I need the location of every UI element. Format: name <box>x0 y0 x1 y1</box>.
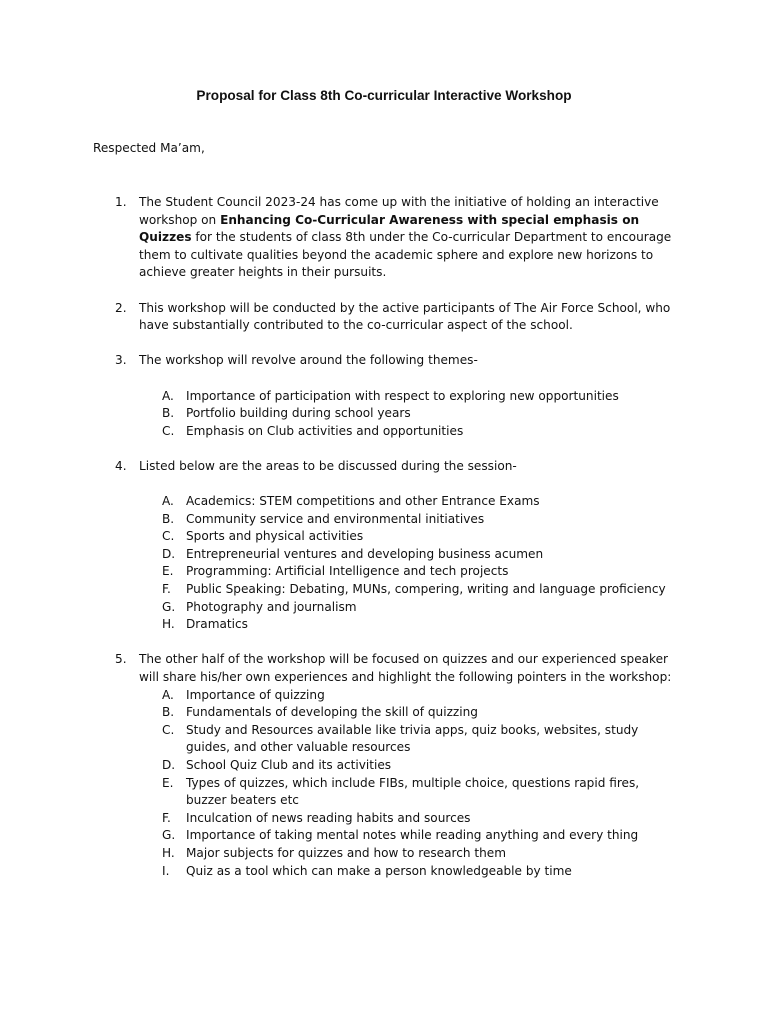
sublist-letter: F. <box>162 582 171 597</box>
sublist-item <box>139 827 683 845</box>
sublist-item <box>139 546 683 564</box>
sublist-text: Dramatics <box>186 617 248 632</box>
list-item <box>93 352 683 440</box>
sublist-letter: A. <box>162 687 174 702</box>
sublist-letter: C. <box>162 423 175 438</box>
themes-sublist <box>139 388 683 441</box>
sublist-letter: G. <box>162 828 176 843</box>
sublist-text: Importance of quizzing <box>186 687 325 702</box>
quiz-pointers-sublist <box>139 687 683 881</box>
sublist-item <box>139 423 683 441</box>
sublist-letter: C. <box>162 529 175 544</box>
sublist-text: Portfolio building during school years <box>186 406 411 421</box>
list-item <box>93 458 683 634</box>
sublist-item <box>139 687 683 705</box>
sublist-text: Sports and physical activities <box>186 529 364 544</box>
sublist-text: Emphasis on Club activities and opportunities <box>186 423 464 438</box>
areas-sublist <box>139 493 683 634</box>
sublist-letter: H. <box>162 845 175 860</box>
sublist-letter: B. <box>162 511 175 526</box>
sublist-text: Study and Resources available like trivia apps, quiz books, websites, study guides, and other valuable resources <box>186 722 639 755</box>
sublist-letter: E. <box>162 564 174 579</box>
sublist-letter: D. <box>162 758 176 772</box>
sublist-text: Entrepreneurial ventures and developing business acumen <box>186 546 544 561</box>
item-number: 3. <box>115 353 127 368</box>
sublist-letter: E. <box>162 775 174 790</box>
item-text-start: The Student Council 2023-24 has come up with the initiative of holding an interactive workshop on <box>139 195 659 227</box>
item-text <box>139 195 671 279</box>
item-number: 4. <box>115 458 127 473</box>
sublist-letter: B. <box>162 406 175 421</box>
sublist-item <box>139 528 683 546</box>
workshop-topic-bold: Enhancing Co-Curricular Awareness with special emphasis on Quizzes <box>139 212 640 245</box>
sublist-letter: D. <box>162 546 176 561</box>
sublist-letter: A. <box>162 388 174 403</box>
sublist-text: Fundamentals of developing the skill of quizzing <box>186 705 478 720</box>
sublist-text: Types of quizzes, which include FIBs, multiple choice, questions rapid fires, buzzer beaters etc <box>186 775 640 808</box>
sublist-item <box>139 563 683 581</box>
sublist-text: Major subjects for quizzes and how to research them <box>186 845 507 860</box>
item-number: 1. <box>115 195 127 209</box>
sublist-item <box>139 493 683 511</box>
salutation: Respected Ma’am, <box>93 141 205 155</box>
list-item <box>93 300 683 335</box>
item-text: This workshop will be conducted by the active participants of The Air Force School, who have substantially contributed to the co-curricular aspect of the school. <box>139 300 671 333</box>
sublist-text: Photography and journalism <box>186 599 357 614</box>
page-title: Proposal for Class 8th Co-curricular Interactive Workshop <box>196 88 572 103</box>
sublist-letter: A. <box>162 494 174 509</box>
item-text-end: for the students of class 8th under the Co-curricular Department to encourage them to cultivate qualities beyond the academic sphere and explore new horizons to achieve greater heights in their pursuits. <box>139 230 672 280</box>
list-item <box>93 194 683 282</box>
item-text: Listed below are the areas to be discussed during the session- <box>139 458 517 473</box>
sublist-item <box>139 704 683 722</box>
sublist-item <box>139 863 683 881</box>
list-item <box>93 651 683 880</box>
sublist-item <box>139 511 683 529</box>
sublist-text: Importance of taking mental notes while reading anything and every thing <box>186 828 639 843</box>
sublist-item <box>139 810 683 828</box>
item-number: 2. <box>115 300 127 315</box>
item-text: The other half of the workshop will be focused on quizzes and our experienced speaker will share his/her own experiences and highlight the following pointers in the workshop: <box>139 652 672 685</box>
sublist-letter: H. <box>162 617 175 632</box>
sublist-letter: F. <box>162 810 171 825</box>
sublist-item <box>139 405 683 423</box>
sublist-item <box>139 757 683 775</box>
sublist-text: Quiz as a tool which can make a person knowledgeable by time <box>186 863 572 878</box>
sublist-text: Inculcation of news reading habits and sources <box>186 810 471 825</box>
sublist-item <box>139 845 683 863</box>
sublist-item <box>139 599 683 617</box>
sublist-text: School Quiz Club and its activities <box>186 758 392 772</box>
sublist-item <box>139 616 683 634</box>
item-text: The workshop will revolve around the following themes- <box>139 353 478 368</box>
sublist-letter: B. <box>162 705 175 720</box>
sublist-letter: C. <box>162 722 175 737</box>
sublist-item <box>139 722 683 757</box>
sublist-text: Public Speaking: Debating, MUNs, compering, writing and language proficiency <box>186 582 666 597</box>
sublist-item <box>139 388 683 406</box>
numbered-list <box>93 194 683 880</box>
sublist-text: Importance of participation with respect to exploring new opportunities <box>186 388 619 403</box>
item-number: 5. <box>115 652 127 667</box>
sublist-item <box>139 775 683 810</box>
sublist-text: Programming: Artificial Intelligence and tech projects <box>186 564 509 579</box>
sublist-text: Academics: STEM competitions and other Entrance Exams <box>186 494 540 509</box>
sublist-letter: G. <box>162 599 176 614</box>
sublist-item <box>139 581 683 599</box>
sublist-letter: I. <box>162 863 170 878</box>
sublist-text: Community service and environmental initiatives <box>186 511 485 526</box>
